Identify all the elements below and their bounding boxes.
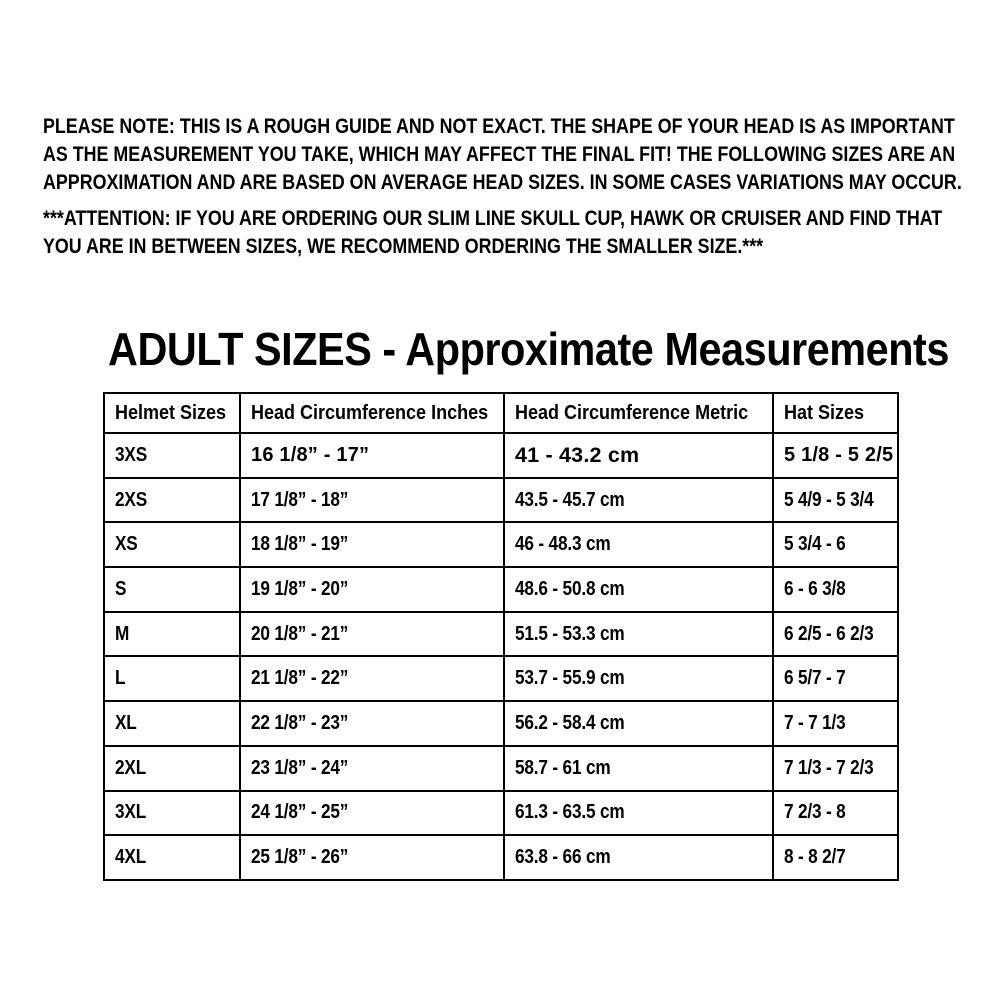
cell-value: 5 4/9 - 5 3/4 [784,488,874,511]
cell-hat-size [773,478,898,523]
cell-value: 6 5/7 - 7 [784,667,846,690]
cell-value: S [115,577,127,600]
cell-inches [240,701,504,746]
cell-value: 63.8 - 66 cm [515,846,611,869]
table-row [104,478,898,523]
cell-inches [240,478,504,523]
attention-paragraph [43,204,942,260]
cell-hat-size [773,746,898,791]
cell-inches [240,656,504,701]
cell-metric [504,433,773,478]
cell-value: 7 2/3 - 8 [784,801,846,824]
cell-metric [504,522,773,567]
cell-value: 19 1/8” - 20” [251,577,349,600]
cell-value: 6 - 6 3/8 [784,577,846,600]
column-header-helmet-sizes [104,393,240,433]
cell-value: 3XS [115,443,147,466]
cell-value: 51.5 - 53.3 cm [515,622,625,645]
cell-value: 17 1/8” - 18” [251,488,349,511]
cell-metric [504,701,773,746]
table-row [104,746,898,791]
cell-value: 7 - 7 1/3 [784,711,846,734]
cell-value: 23 1/8” - 24” [251,756,349,779]
note-line: APPROXIMATION AND ARE BASED ON AVERAGE HEAD SIZES. IN SOME CASES VARIATIONS MAY OCCUR. [43,170,962,194]
cell-helmet-size [104,656,240,701]
attention-line: ***ATTENTION: IF YOU ARE ORDERING OUR SLIM LINE SKULL CUP, HAWK OR CRUISER AND FIND THAT [43,206,943,230]
cell-metric [504,835,773,880]
cell-value: 24 1/8” - 25” [251,801,349,824]
cell-helmet-size [104,835,240,880]
cell-inches [240,433,504,478]
column-header-label: Hat Sizes [784,401,865,424]
cell-value: 56.2 - 58.4 cm [515,711,625,734]
column-header-label: Helmet Sizes [115,401,227,424]
table-row [104,433,898,478]
cell-hat-size [773,612,898,657]
cell-inches [240,567,504,612]
cell-value: L [115,667,126,690]
cell-value: 48.6 - 50.8 cm [515,577,625,600]
cell-helmet-size [104,791,240,836]
cell-metric [504,567,773,612]
cell-inches [240,835,504,880]
cell-hat-size [773,656,898,701]
cell-inches [240,522,504,567]
cell-inches [240,791,504,836]
cell-helmet-size [104,746,240,791]
table-header-row [104,393,898,433]
page-title: ADULT SIZES - Approximate Measurements [108,323,949,375]
cell-value: XS [115,533,138,556]
note-paragraph [43,112,962,196]
cell-value: 41 - 43.2 cm [515,442,640,467]
table-row [104,656,898,701]
column-header-hat-sizes [773,393,898,433]
table-row [104,835,898,880]
cell-helmet-size [104,478,240,523]
cell-hat-size [773,522,898,567]
attention-line: YOU ARE IN BETWEEN SIZES, WE RECOMMEND ORDERING THE SMALLER SIZE.*** [43,234,764,258]
cell-value: 46 - 48.3 cm [515,533,611,556]
cell-value: 61.3 - 63.5 cm [515,801,625,824]
cell-value: 5 1/8 - 5 2/5 [784,443,894,466]
note-line: PLEASE NOTE: THIS IS A ROUGH GUIDE AND NOT EXACT. THE SHAPE OF YOUR HEAD IS AS IMPORTANT [43,114,955,138]
cell-value: 43.5 - 45.7 cm [515,488,625,511]
table-row [104,791,898,836]
cell-value: 25 1/8” - 26” [251,846,349,869]
column-header-circumference-metric [504,393,773,433]
cell-hat-size [773,835,898,880]
cell-value: XL [115,711,137,734]
cell-value: 58.7 - 61 cm [515,756,611,779]
cell-value: 3XL [115,801,147,824]
cell-metric [504,656,773,701]
cell-metric [504,478,773,523]
note-line: AS THE MEASUREMENT YOU TAKE, WHICH MAY AFFECT THE FINAL FIT! THE FOLLOWING SIZES ARE AN [43,142,956,166]
cell-helmet-size [104,433,240,478]
cell-helmet-size [104,567,240,612]
cell-inches [240,612,504,657]
cell-helmet-size [104,522,240,567]
cell-value: 22 1/8” - 23” [251,711,349,734]
column-header-circumference-inches [240,393,504,433]
cell-value: 6 2/5 - 6 2/3 [784,622,874,645]
table-row [104,567,898,612]
column-header-label: Head Circumference Inches [251,401,489,424]
cell-value: 18 1/8” - 19” [251,533,349,556]
cell-helmet-size [104,612,240,657]
table-row [104,522,898,567]
cell-value: 5 3/4 - 6 [784,533,846,556]
cell-helmet-size [104,701,240,746]
cell-value: 20 1/8” - 21” [251,622,349,645]
table-row [104,701,898,746]
cell-value: 2XL [115,756,147,779]
cell-hat-size [773,791,898,836]
cell-value: 53.7 - 55.9 cm [515,667,625,690]
table-row [104,612,898,657]
cell-hat-size [773,433,898,478]
cell-value: 4XL [115,846,147,869]
column-header-label: Head Circumference Metric [515,401,749,424]
cell-metric [504,612,773,657]
cell-value: 8 - 8 2/7 [784,846,846,869]
cell-value: 16 1/8” - 17” [251,443,370,466]
cell-value: M [115,622,130,645]
cell-hat-size [773,567,898,612]
cell-metric [504,791,773,836]
cell-value: 7 1/3 - 7 2/3 [784,756,874,779]
cell-inches [240,746,504,791]
cell-value: 2XS [115,488,147,511]
cell-hat-size [773,701,898,746]
size-table [103,392,899,881]
cell-value: 21 1/8” - 22” [251,667,349,690]
cell-metric [504,746,773,791]
